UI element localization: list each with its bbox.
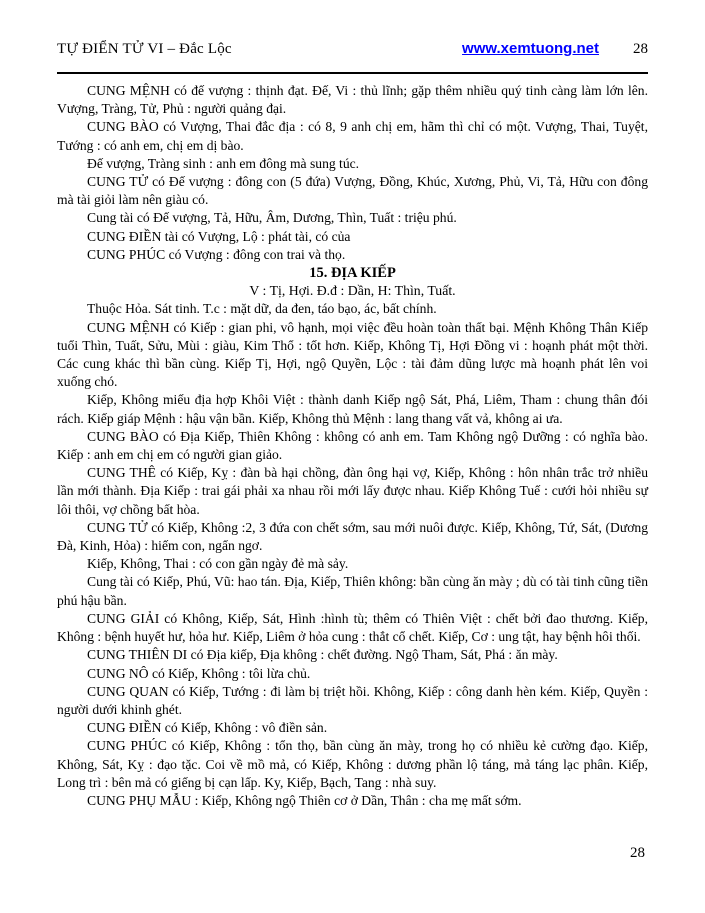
footer-page-number: 28 <box>630 845 645 861</box>
paragraph: CUNG TỬ có Kiếp, Không :2, 3 đứa con chết sớm, sau mới nuôi được. Kiếp, Không, Tứ, Sát, (Dương Đà, Kinh, Hỏa) : hiếm con, ngẩn ngơ. <box>57 519 648 554</box>
section-subtitle: V : Tị, Hợi. Đ.đ : Dần, H: Thìn, Tuất. <box>249 283 456 299</box>
paragraph: Kiếp, Không miếu địa hợp Khôi Việt : thành danh Kiếp ngộ Sát, Phá, Liêm, Tham : chung thân đói rách. Kiếp giáp Mệnh : hậu vận bần. Kiếp, Không thủ Mệnh : lang thang vất vả, không ai ưa. <box>57 392 648 426</box>
paragraph: CUNG PHỤ MẪU : Kiếp, Không ngộ Thiên cơ ở Dần, Thân : cha mẹ mất sớm. <box>87 792 522 808</box>
paragraph: CUNG THIÊN DI có Địa kiếp, Địa không : chết đường. Ngộ Tham, Sát, Phá : ăn mày. <box>87 647 558 663</box>
paragraph: CUNG ĐIỀN có Kiếp, Không : vô điền sản. <box>87 720 328 736</box>
header-divider <box>57 72 648 74</box>
document-body <box>57 82 648 810</box>
paragraph: CUNG PHÚC có Kiếp, Không : tổn thọ, bần cùng ăn mày, trong họ có nhiều kẻ cường đạo. Kiếp, Không, Sát, Kỵ : đạo tặc. Coi về mồ mả, có Kiếp, Không : dương phần lộ táng, mả táng lạc phân. Kiếp, Long trì : bên mả có giếng bị cạn lấp. Ky, Kiếp, Bạch, Tang : nhà suy. <box>57 738 648 790</box>
section-heading: 15. ĐỊA KIẾP <box>309 265 396 282</box>
paragraph: CUNG QUAN có Kiếp, Tướng : đi làm bị triệt hồi. Không, Kiếp : công danh hèn kém. Kiếp, Quyền : người dưới khinh ghét. <box>57 683 648 717</box>
header-right-group <box>462 40 648 58</box>
document-title: TỰ ĐIỂN TỬ VI – Đắc Lộc <box>57 41 232 57</box>
paragraph: Cung tài có Đế vượng, Tả, Hữu, Âm, Dương, Thìn, Tuất : triệu phú. <box>87 210 457 226</box>
paragraph: Kiếp, Không, Thai : có con gần ngày đẻ mà sảy. <box>87 556 349 572</box>
paragraph: CUNG THÊ có Kiếp, Kỵ : đàn bà hại chồng, đàn ông hại vợ, Kiếp, Không : hôn nhân trắc trở nhiều lần mới thành. Địa Kiếp : trai gái phải xa nhau rồi mới lấy được nhau. Kiếp Không Tuế : cưới hỏi nhiều sự lôi thôi, vợ chồng bất hòa. <box>57 465 648 517</box>
paragraph: Đế vượng, Tràng sinh : anh em đông mà sung túc. <box>87 155 360 171</box>
paragraph: CUNG TỬ có Đế vượng : đông con (5 đứa) Vượng, Đồng, Khúc, Xương, Phủ, Vi, Tả, Hữu con đông mà tài giỏi làm nên giàu có. <box>57 174 648 208</box>
page-header <box>57 40 648 58</box>
paragraphs-after-heading <box>57 300 648 810</box>
paragraph: Thuộc Hỏa. Sát tinh. T.c : mặt dữ, da đen, táo bạo, ác, bất chính. <box>87 301 437 317</box>
paragraph: CUNG BÀO có Vượng, Thai đắc địa : có 8, 9 anh chị em, hãm thì chỉ có một. Vượng, Thai, Tuyệt, Tướng : có anh em, chị em dị bào. <box>57 119 648 153</box>
paragraph: CUNG MỆNH có Kiếp : gian phi, vô hạnh, mọi việc đều hoàn toàn thất bại. Mệnh Không Thân Kiếp tuổi Thìn, Tuất, Sửu, Mùi : giàu, Kim Thổ : tốt hơn. Kiếp, Không Tị, Hợi Đồng vi : hoạnh phát một thời. Các cung khác thì bần cùng. Kiếp Tị, Hợi, ngộ Quyền, Lộc : tài đảm dũng lược mà hoạnh phát lên voi xuống chó. <box>57 319 648 390</box>
paragraph: CUNG BÀO có Địa Kiếp, Thiên Không : không có anh em. Tam Không ngộ Dưỡng : có nghĩa bào. Kiếp : anh em chị em có người gian giảo. <box>57 428 648 463</box>
paragraph: CUNG GIẢI có Không, Kiếp, Sát, Hình :hình tù; thêm có Thiên Việt : chết bởi đao thương. Kiếp, Không : bệnh huyết hư, hỏa hư. Kiếp, Liêm ở hỏa cung : thắt cổ chết. Kiếp, Cơ : ung tật, hay bệnh hôi thối. <box>57 610 648 645</box>
website-link[interactable]: www.xemtuong.net <box>462 40 599 57</box>
paragraph: CUNG PHÚC có Vượng : đông con trai và thọ. <box>87 246 346 262</box>
paragraph: CUNG NÔ có Kiếp, Không : tôi lừa chủ. <box>87 665 311 681</box>
paragraph: Cung tài có Kiếp, Phú, Vũ: hao tán. Địa, Kiếp, Thiên không: bần cùng ăn mày ; dù có tài tinh cũng tiền phú hậu bần. <box>57 574 648 608</box>
paragraphs-before-heading <box>57 82 648 264</box>
paragraph: CUNG ĐIỀN tài có Vượng, Lộ : phát tài, có của <box>87 228 351 244</box>
paragraph: CUNG MỆNH có đế vượng : thịnh đạt. Đế, Vi : thủ lĩnh; gặp thêm nhiều quý tinh càng làm lớn lên. Vượng, Tràng, Tử, Phủ : người quảng đại. <box>57 83 648 117</box>
header-page-number: 28 <box>633 41 648 57</box>
